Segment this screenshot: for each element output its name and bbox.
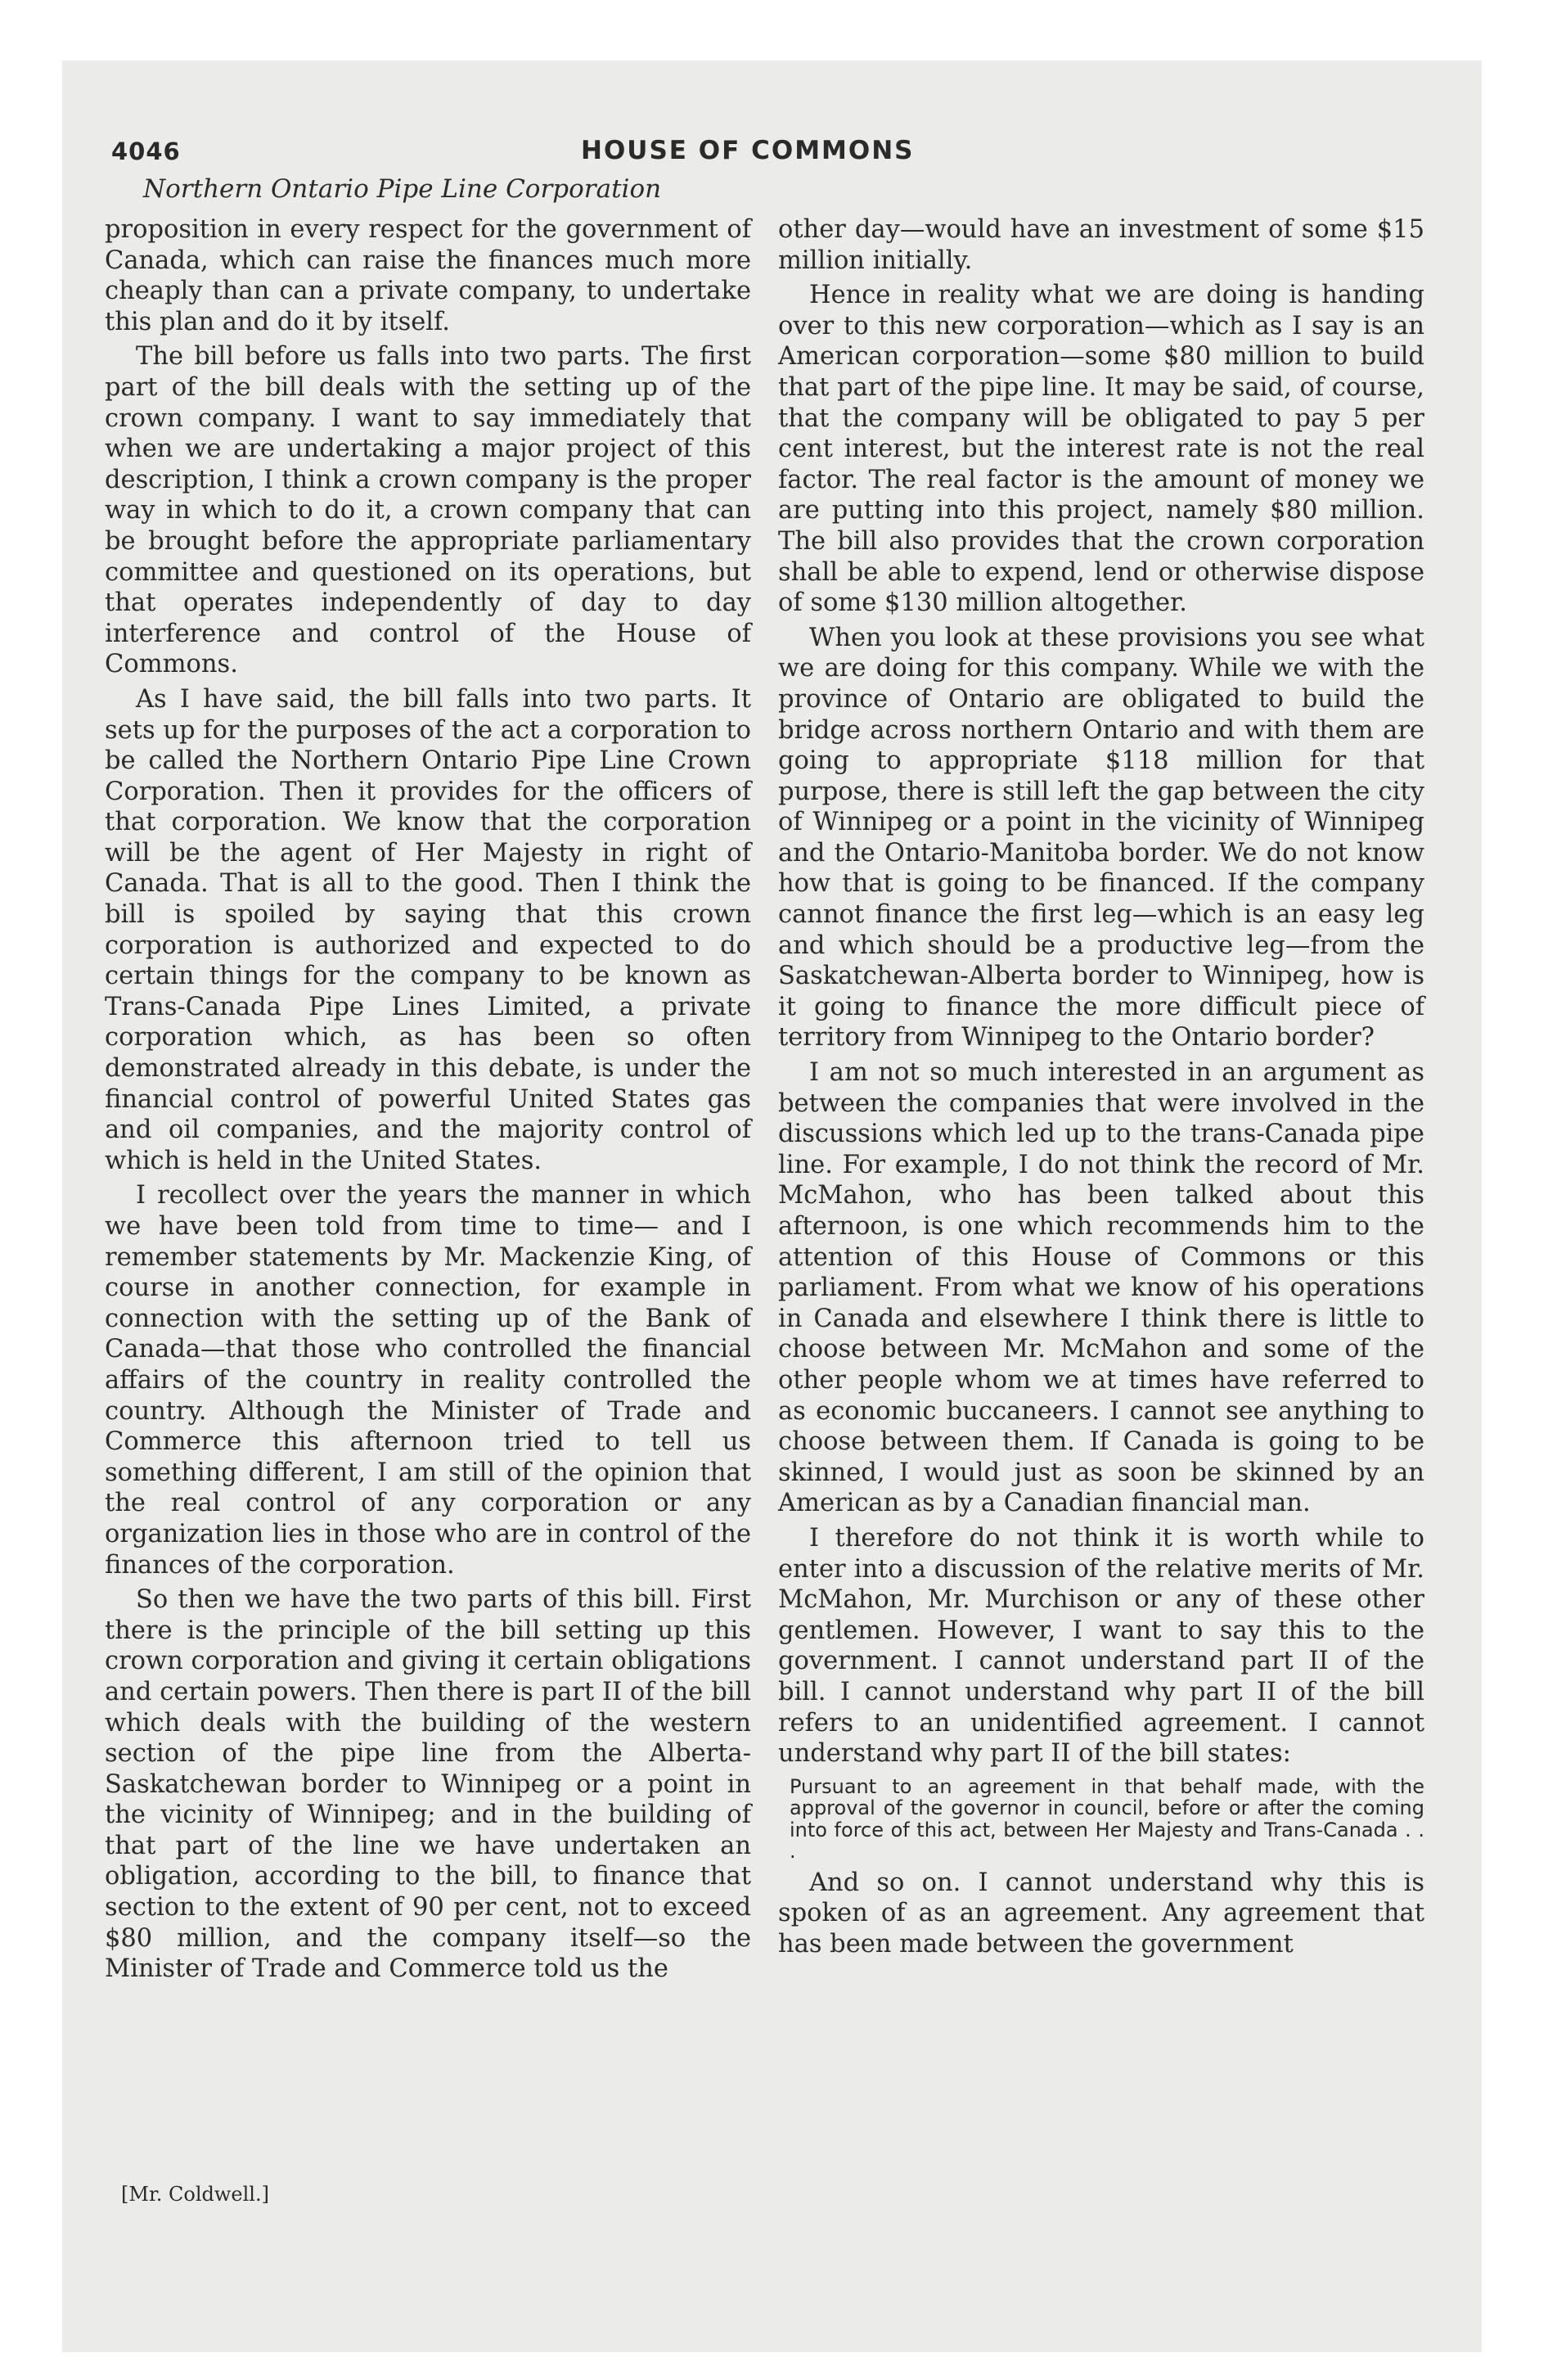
right-column xyxy=(778,214,1424,1959)
paragraph: As I have said, the bill falls into two parts. It sets up for the purposes of the act a corporation to be called the Northern Ontario Pipe Line Crown Corporation. Then it provides for the officers of that corporation. We know that the corporation will be the agent of Her Majesty in right of Canada. That is all to the good. Then I think the bill is spoiled by saying that this crown corporation is authorized and expected to do certain things for the company to be known as Trans-Canada Pipe Lines Limited, a private corporation which, as has been so often demonstrated already in this debate, is under the financial control of powerful United States gas and oil companies, and the majority control of which is held in the United States. xyxy=(105,684,751,1175)
paragraph: I recollect over the years the manner in which we have been told from time to time— and I remember statements by Mr. Mackenzie King, of course in another connection, for example in connection with the setting up of the Bank of Canada—that those who controlled the financial affairs of the country in reality controlled the country. Although the Minister of Trade and Commerce this afternoon tried to tell us something different, I am still of the opinion that the real control of any corporation or any organization lies in those who are in control of the finances of the corporation. xyxy=(105,1181,751,1580)
paragraph: I am not so much interested in an argument as between the companies that were involved in the discussions which led up to the trans-Canada pipe line. For example, I do not think the record of Mr. McMahon, who has been talked about this afternoon, is one which recommends him to the attention of this House of Commons or this parliament. From what we know of his operations in Canada and elsewhere I think there is little to choose between Mr. McMahon and some of the other people whom we at times have referred to as economic buccaneers. I cannot see anything to choose between them. If Canada is going to be skinned, I would just as soon be skinned by an American as by a Canadian financial man. xyxy=(778,1058,1424,1518)
paragraph: I therefore do not think it is worth while to enter into a discussion of the relative merits of Mr. McMahon, Mr. Murchison or any of these other gentlemen. However, I want to say this to the government. I cannot understand part II of the bill. I cannot understand why part II of the bill refers to an unidentified agreement. I cannot understand why part II of the bill states: xyxy=(778,1523,1424,1769)
paragraph: And so on. I cannot understand why this is spoken of as an agreement. Any agreement that has been made between the government xyxy=(778,1868,1424,1959)
page-title: HOUSE OF COMMONS xyxy=(581,136,915,165)
paragraph: other day—would have an investment of some $15 million initially. xyxy=(778,215,1424,275)
page-number: 4046 xyxy=(111,137,181,165)
running-head: Northern Ontario Pipe Line Corporation xyxy=(143,174,662,204)
speaker-attribution: [Mr. Coldwell.] xyxy=(121,2183,269,2206)
block-quote: Pursuant to an agreement in that behalf made, with the approval of the governor in council, before or after the coming into force of this act, between Her Majesty and Trans-Canada . . . xyxy=(790,1774,1424,1864)
paragraph: proposition in every respect for the government of Canada, which can raise the finances much more cheaply than can a private company, to undertake this plan and do it by itself. xyxy=(105,215,751,336)
paragraph: Hence in reality what we are doing is handing over to this new corporation—which as I say is an American corporation—some $80 million to build that part of the pipe line. It may be said, of course, that the company will be obligated to pay 5 per cent interest, but the interest rate is not the real factor. The real factor is the amount of money we are putting into this project, namely $80 million. The bill also provides that the crown corporation shall be able to expend, lend or otherwise dispose of some $130 million altogether. xyxy=(778,281,1424,618)
paragraph: The bill before us falls into two parts. The first part of the bill deals with the setting up of the crown company. I want to say immediately that when we are undertaking a major project of this description, I think a crown company is the proper way in which to do it, a crown company that can be brought before the appropriate parliamentary committee and questioned on its operations, but that operates independently of day to day interference and control of the House of Commons. xyxy=(105,342,751,679)
left-column xyxy=(105,214,751,1985)
paragraph: When you look at these provisions you see what we are doing for this company. While we with the province of Ontario are obligated to build the bridge across northern Ontario and with them are going to appropriate $118 million for that purpose, there is still left the gap between the city of Winnipeg or a point in the vicinity of Winnipeg and the Ontario-Manitoba border. We do not know how that is going to be financed. If the company cannot finance the first leg—which is an easy leg and which should be a productive leg—from the Saskatchewan-Alberta border to Winnipeg, how is it going to finance the more difficult piece of territory from Winnipeg to the Ontario border? xyxy=(778,623,1424,1053)
paragraph: So then we have the two parts of this bill. First there is the principle of the bill setting up this crown corporation and giving it certain obligations and certain powers. Then there is part II of the bill which deals with the building of the western section of the pipe line from the Alberta-Saskatchewan border to Winnipeg or a point in the vicinity of Winnipeg; and in the building of that part of the line we have undertaken an obligation, according to the bill, to finance that section to the extent of 90 per cent, not to exceed $80 million, and the company itself—so the Minister of Trade and Commerce told us the xyxy=(105,1585,751,1984)
